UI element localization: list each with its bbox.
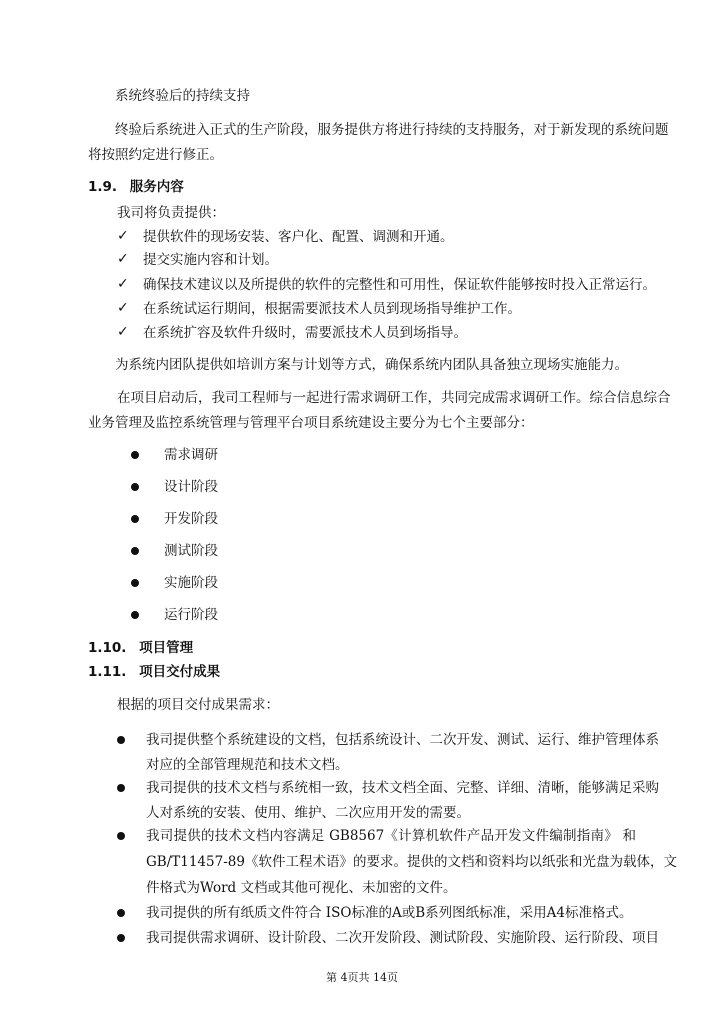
bullet-icon: [117, 909, 125, 917]
deliverable-line: GB/T11457-89《软件工程术语》的要求。提供的文档和资料均以纸张和光盘为载体，文: [146, 854, 677, 870]
checkmark-icon: ✓: [117, 251, 129, 267]
deliverable-line: 我司提供的技术文档与系统相一致，技术文档全面、完整、详细、清晰，能够满足采购: [146, 780, 659, 796]
project-paragraph-line-1: 在项目启动后，我司工程师与一起进行需求调研工作，共同完成需求调研工作。综合信息综合: [117, 390, 671, 406]
check-item: 确保技术建议以及所提供的软件的完整性和可用性，保证软件能够按时投入正常运行。: [143, 277, 656, 293]
phase-item: 测试阶段: [164, 543, 218, 559]
bullet-icon: [131, 611, 139, 619]
deliverable-line: 我司提供的所有纸质文件符合 ISO标准的A或B系列图纸标准，采用A4标准格式。: [146, 905, 633, 921]
bullet-icon: [117, 784, 125, 792]
support-paragraph-line-1: 终验后系统进入正式的生产阶段，服务提供方将进行持续的支持服务，对于新发现的系统问题: [115, 122, 669, 138]
check-item: 在系统扩容及软件升级时，需要派技术人员到场指导。: [143, 325, 467, 341]
section-number: 1.11.: [88, 664, 127, 680]
section-1-10-heading: [88, 639, 193, 657]
check-item: 提供软件的现场安装、客户化、配置、调测和开通。: [143, 229, 454, 245]
bullet-icon: [131, 515, 139, 523]
phase-item: 运行阶段: [164, 607, 218, 623]
checkmark-icon: ✓: [117, 228, 129, 244]
checkmark-icon: ✓: [117, 276, 129, 292]
section-title: 项目管理: [139, 640, 194, 656]
service-lead: 我司将负责提供：: [117, 205, 225, 221]
check-item: 在系统试运行期间，根据需要派技术人员到现场指导维护工作。: [143, 301, 521, 317]
checkmark-icon: ✓: [117, 324, 129, 340]
bullet-icon: [131, 547, 139, 555]
project-paragraph-line-2: 业务管理及监控系统管理与管理平台项目系统建设主要分为七个主要部分：: [88, 415, 534, 431]
deliverable-line: 人对系统的安装、使用、维护、二次应用开发的需要。: [146, 805, 470, 821]
support-paragraph-line-2: 将按照约定进行修正。: [88, 147, 223, 163]
deliverable-line: 我司提供的技术文档内容满足 GB8567《计算机软件产品开发文件编制指南》 和: [146, 828, 636, 844]
phase-item: 需求调研: [164, 447, 218, 463]
bullet-icon: [131, 483, 139, 491]
section-number: 1.9.: [88, 179, 118, 195]
deliverable-line: 我司提供需求调研、设计阶段、二次开发阶段、测试阶段、实施阶段、运行阶段、项目: [146, 930, 659, 946]
training-paragraph: 为系统内团队提供如培训方案与计划等方式，确保系统内团队具备独立现场实施能力。: [115, 357, 628, 373]
section-title: 项目交付成果: [139, 664, 221, 680]
section-title: 服务内容: [129, 179, 184, 195]
deliverables-lead: 根据的项目交付成果需求：: [117, 697, 279, 713]
section-1-11-heading: [88, 663, 220, 681]
checkmark-icon: ✓: [117, 300, 129, 316]
deliverable-line: 我司提供整个系统建设的文档，包括系统设计、二次开发、测试、运行、维护管理体系: [146, 732, 659, 748]
section-1-9-heading: [88, 178, 184, 196]
support-heading: 系统终验后的持续支持: [115, 88, 250, 104]
phase-item: 开发阶段: [164, 511, 218, 527]
bullet-icon: [117, 736, 125, 744]
section-number: 1.10.: [88, 640, 127, 656]
bullet-icon: [117, 832, 125, 840]
check-item: 提交实施内容和计划。: [143, 252, 278, 268]
deliverable-line: 对应的全部管理规范和技术文档。: [146, 757, 349, 773]
phase-item: 实施阶段: [164, 575, 218, 591]
bullet-icon: [131, 451, 139, 459]
phase-item: 设计阶段: [164, 479, 218, 495]
bullet-icon: [131, 579, 139, 587]
deliverable-line: 件格式为Word 文档或其他可视化、未加密的文件。: [146, 880, 457, 896]
page-number-footer: 第 4页共 14页: [326, 971, 398, 984]
bullet-icon: [117, 934, 125, 942]
